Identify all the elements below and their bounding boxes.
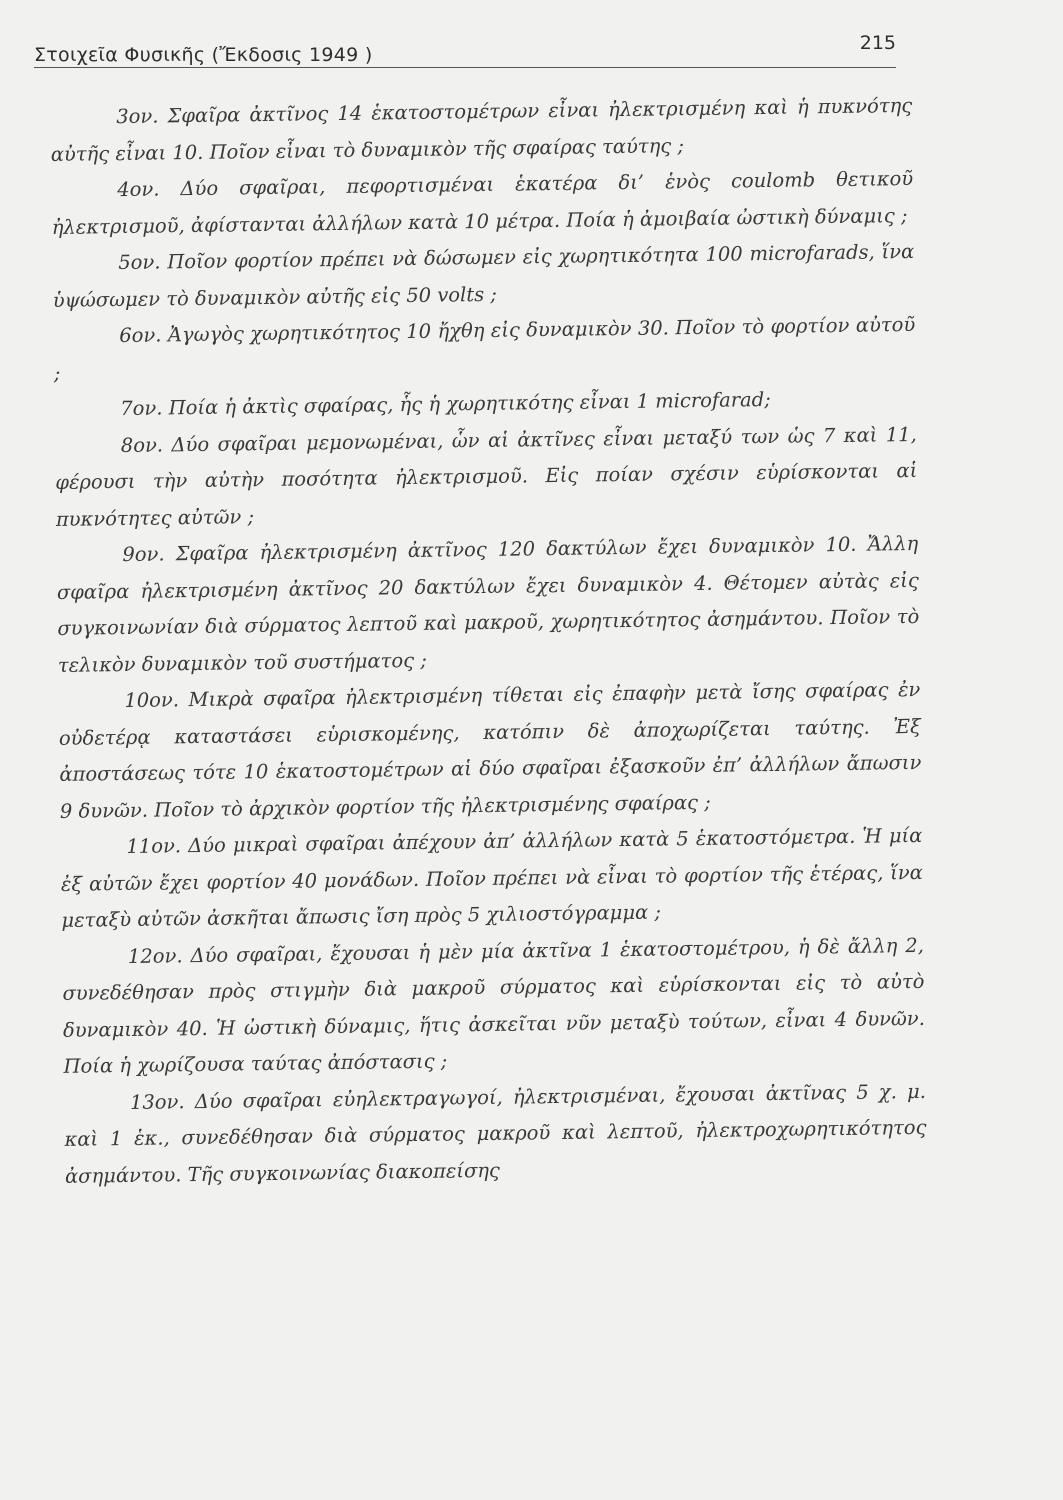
running-head: Στοιχεῖα Φυσικῆς (Ἔκδοσις 1949 ): [34, 44, 373, 66]
problem-7: 7ον. Ποία ἡ ἀκτὶς σφαίρας, ἧς ἡ χωρητικότης εἶναι 1 microfarad;: [120, 387, 771, 421]
problems-text: [50, 88, 927, 1195]
problem-10: 10ον. Μικρὰ σφαῖρα ἠλεκτρισμένη τίθεται εἰς ἐπαφὴν μετὰ ἴσης σφαίρας ἐν οὐδετέρᾳ καταστάσει εὑρισκομένης, κατόπιν δὲ ἀποχωρίζεται ταύτης. Ἐξ ἀποστάσεως τότε 10 ἑκατοστομέτρων αἱ δύο σφαῖραι ἐξασκοῦν ἐπ’ ἀλλήλων ἄπωσιν 9 δυνῶν. Ποῖον τὸ ἀρχικὸν φορτίον τῆς ἠλεκτρισμένης σφαίρας ;: [58, 677, 922, 823]
problem-8: 8ον. Δύο σφαῖραι μεμονωμέναι, ὧν αἱ ἀκτῖνες εἶναι μεταξύ των ὡς 7 καὶ 11, φέρουσι τὴν αὐτὴν ποσότητα ἠλεκτρισμοῦ. Εἰς ποίαν σχέσιν εὑρίσκονται αἱ πυκνότητες αὐτῶν ;: [55, 422, 918, 531]
problem-9: 9ον. Σφαῖρα ἠλεκτρισμένη ἀκτῖνος 120 δακτύλων ἔχει δυναμικὸν 10. Ἄλλη σφαῖρα ἠλεκτρισμένη ἀκτῖνος 20 δακτύλων ἔχει δυναμικὸν 4. Θέτομεν αὐτὰς εἰς συγκοινωνίαν διὰ σύρματος λεπτοῦ καὶ μακροῦ, χωρητικότητος ἀσημάντου. Ποῖον τὸ τελικὸν δυναμικὸν τοῦ συστήματος ;: [56, 531, 920, 677]
problem-13: 13ον. Δύο σφαῖραι εὐηλεκτραγωγοί, ἠλεκτρισμέναι, ἔχουσαι ἀκτῖνας 5 χ. μ. καὶ 1 ἑκ., συνεδέθησαν διὰ σύρματος μακροῦ καὶ λεπτοῦ, ἠλεκτροχωρητικότητος ἀσημάντου. Τῆς συγκοινωνίας διακοπείσης: [64, 1079, 927, 1188]
problem-3: 3ον. Σφαῖρα ἀκτῖνος 14 ἑκατοστομέτρων εἶναι ἠλεκτρισμένη καὶ ἡ πυκνότης αὐτῆς εἶναι 10. Ποῖον εἶναι τὸ δυναμικὸν τῆς σφαίρας ταύτης ;: [50, 93, 913, 166]
problem-12: 12ον. Δύο σφαῖραι, ἔχουσαι ἡ μὲν μία ἀκτῖνα 1 ἑκατοστομέτρου, ἡ δὲ ἄλλη 2, συνεδέθησαν πρὸς στιγμὴν διὰ μακροῦ σύρματος καὶ εὑρίσκονται εἰς τὸ αὐτὸ δυναμικὸν 40. Ἡ ὠστικὴ δύναμις, ἥτις ἀσκεῖται νῦν μεταξὺ τούτων, εἶναι 4 δυνῶν. Ποία ἡ χωρίζουσα ταύτας ἀπόστασις ;: [62, 933, 926, 1078]
problem-5: 5ον. Ποῖον φορτίον πρέπει νὰ δώσωμεν εἰς χωρητικότητα 100 microfarads, ἵνα ὑψώσωμεν τὸ δυναμικὸν αὐτῆς εἰς 50 volts ;: [52, 239, 915, 312]
problem-11: 11ον. Δύο μικραὶ σφαῖραι ἀπέχουν ἀπ’ ἀλλήλων κατὰ 5 ἑκατοστόμετρα. Ἡ μία ἐξ αὐτῶν ἔχει φορτίον 40 μονάδων. Ποῖον πρέπει νὰ εἶναι τὸ φορτίον τῆς ἑτέρας, ἵνα μεταξὺ αὐτῶν ἀσκῆται ἄπωσις ἴση πρὸς 5 χιλιοστόγραμμα ;: [60, 823, 924, 932]
page-header: [34, 32, 896, 72]
problem-6: 6ον. Ἀγωγὸς χωρητικότητος 10 ἤχθη εἰς δυναμικὸν 30. Ποῖον τὸ φορτίον αὐτοῦ ;: [53, 312, 916, 385]
header-rule: [34, 67, 896, 68]
problem-4: 4ον. Δύο σφαῖραι, πεφορτισμέναι ἑκατέρα δι’ ἑνὸς coulomb θετικοῦ ἠλεκτρισμοῦ, ἀφίστανται ἀλλήλων κατὰ 10 μέτρα. Ποία ἡ ἀμοιβαία ὠστικὴ δύναμις ;: [51, 166, 914, 239]
page-number: 215: [859, 32, 896, 54]
